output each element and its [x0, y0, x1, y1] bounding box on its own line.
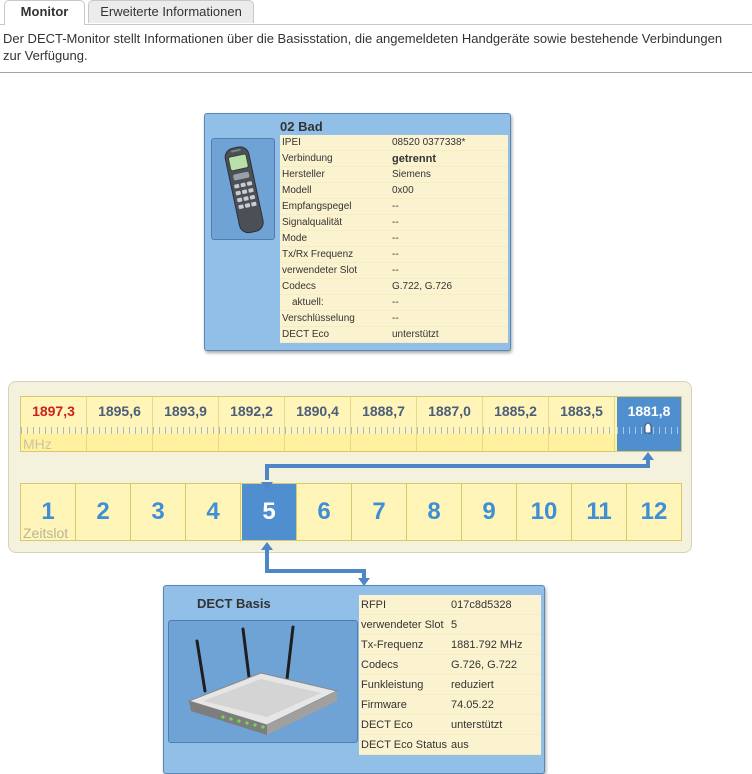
frequency-cell[interactable]: 1887,0: [417, 397, 483, 451]
info-row: Empfangspegel --: [280, 199, 508, 215]
base-info-table: [359, 595, 541, 755]
frequency-cell[interactable]: 1888,7: [351, 397, 417, 451]
timeslot-cell-selected[interactable]: 5: [242, 484, 297, 540]
info-row: Tx/Rx Frequenz --: [280, 247, 508, 263]
tab-monitor[interactable]: Monitor: [4, 0, 85, 25]
intro-text: Der DECT-Monitor stellt Informationen über die Basisstation, die angemeldeten Handgeräte sowie bestehende Verbindungen zur Verfügung.: [3, 31, 723, 63]
timeslot-cell[interactable]: 2: [76, 484, 131, 540]
info-row: RFPI 017c8d5328: [359, 595, 541, 615]
info-row: DECT Eco unterstützt: [359, 715, 541, 735]
info-row: IPEI 08520 0377338*: [280, 135, 508, 151]
info-row: Funkleistung reduziert: [359, 675, 541, 695]
router-icon: [169, 621, 357, 742]
info-row: verwendeter Slot 5: [359, 615, 541, 635]
timeslot-cell[interactable]: 12: [640, 498, 668, 525]
timeslot-cell[interactable]: 7: [352, 484, 407, 540]
frequency-cell[interactable]: 1885,2: [483, 397, 549, 451]
info-row: Tx-Frequenz 1881.792 MHz: [359, 635, 541, 655]
info-row: Codecs G.726, G.722: [359, 655, 541, 675]
timeslot-cell[interactable]: 9: [462, 484, 517, 540]
info-row: Verbindung getrennt: [280, 151, 508, 167]
frequency-cell-selected[interactable]: 1881,8: [617, 397, 681, 451]
info-row: Mode --: [280, 231, 508, 247]
mhz-label: MHz: [23, 436, 52, 452]
info-row: Hersteller Siemens: [280, 167, 508, 183]
info-row: DECT Eco Status aus: [359, 735, 541, 755]
frequency-cell[interactable]: 1883,5: [549, 397, 615, 451]
connection-status: getrennt: [392, 153, 436, 165]
base-image: [168, 620, 358, 743]
tab-erweiterte-informationen[interactable]: Erweiterte Informationen: [88, 0, 254, 23]
frequency-cell[interactable]: 1897,3: [21, 397, 87, 451]
zeitslot-label: Zeitslot: [23, 525, 69, 541]
base-station-card[interactable]: [163, 585, 545, 774]
info-row: Modell 0x00: [280, 183, 508, 199]
frequency-cell[interactable]: 1890,4: [285, 397, 351, 451]
timeslot-cell[interactable]: 10: [517, 484, 572, 540]
info-row: verwendeter Slot --: [280, 263, 508, 279]
timeslot-cell[interactable]: 3: [131, 484, 186, 540]
info-row: Firmware 74.05.22: [359, 695, 541, 715]
frequency-cell[interactable]: 1895,6: [87, 397, 153, 451]
timeslot-cell[interactable]: 4: [186, 484, 241, 540]
timeslot-cell[interactable]: 11: [572, 484, 627, 540]
handset-title: 02 Bad: [280, 119, 323, 134]
info-row: Codecs G.722, G.726: [280, 279, 508, 295]
timeslot-cell[interactable]: 1: [21, 484, 76, 540]
info-row: DECT Eco unterstützt: [280, 327, 508, 343]
timeslot-cell[interactable]: 6: [297, 484, 352, 540]
info-row: Signalqualität --: [280, 215, 508, 231]
info-row: aktuell: --: [280, 295, 508, 311]
frequency-cell[interactable]: 1892,2: [219, 397, 285, 451]
timeslot-cell[interactable]: 8: [407, 484, 462, 540]
info-row: Verschlüsselung --: [280, 311, 508, 327]
frequency-cell[interactable]: 1893,9: [153, 397, 219, 451]
base-title: DECT Basis: [197, 596, 271, 611]
